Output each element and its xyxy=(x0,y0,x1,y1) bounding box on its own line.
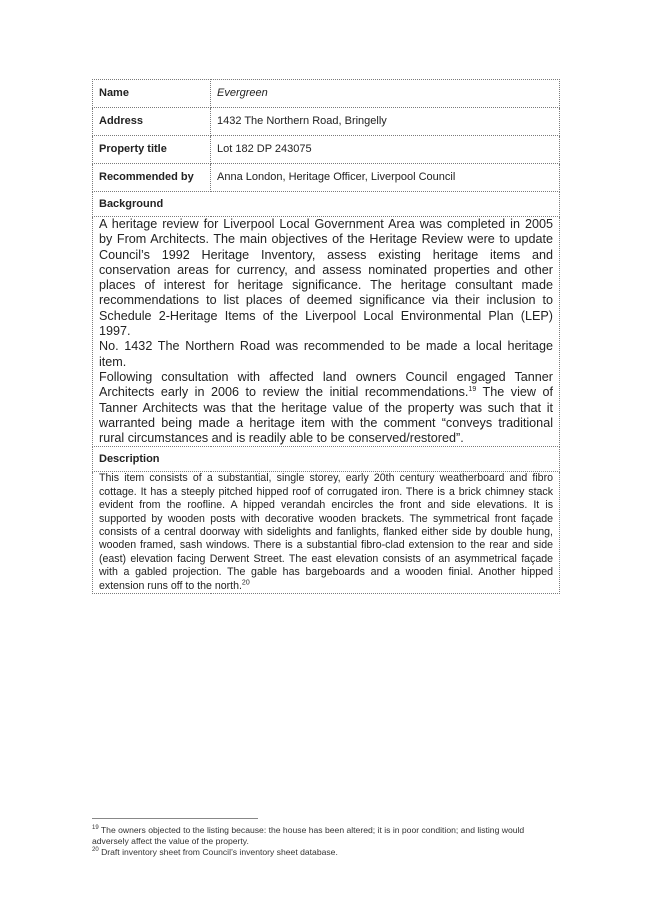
footnote-divider xyxy=(92,818,258,819)
background-heading: Background xyxy=(93,192,560,217)
footnote-20 xyxy=(92,847,552,858)
description-heading: Description xyxy=(93,447,560,472)
table-row-recommended-by xyxy=(93,164,560,192)
recommended-by-label: Recommended by xyxy=(93,164,211,192)
property-title-value: Lot 182 DP 243075 xyxy=(211,136,560,164)
footnote-20-text: Draft inventory sheet from Council’s inventory sheet database. xyxy=(98,846,338,857)
description-text: This item consists of a substantial, single storey, early 20th century weatherboard and fibro cottage. It has a steeply pitched hipped roof of corrugated iron. There is a brick chimney stack evident from the roofline. A hipped verandah encircles the front and side elevations. It is supported by wooden posts with decorative wooden brackets. The symmetrical front façade consists of a central doorway with sidelights and fanlights, flanked either side by double hung, wooden framed, sash windows. There is a substantial fibro-clad extension to the rear and side (east) elevation facing Derwent Street. The east elevation consists of an asymmetrical façade with a gabled projection. The gable has bargeboards and a wooden finial. Another hipped extension runs off to the north. xyxy=(99,472,553,592)
address-label: Address xyxy=(93,108,211,136)
background-heading-row xyxy=(93,192,560,217)
name-label: Name xyxy=(93,80,211,108)
background-paragraph-3-text-cont: The view of Tanner Architects was that the heritage value of the property was such that it warranted being made a heritage item with the comment “conveys traditional rural circumstances and is readily able to be conserved/restored”. xyxy=(99,385,554,446)
background-body xyxy=(93,217,560,447)
description-body-row xyxy=(93,472,560,594)
footnotes xyxy=(92,825,552,857)
footnote-19 xyxy=(92,825,552,847)
recommended-by-value: Anna London, Heritage Officer, Liverpool Council xyxy=(211,164,560,192)
background-paragraph-3-text: Following consultation with affected land owners Council engaged Tanner Architects early in 2006 to review the initial recommendations. xyxy=(99,369,553,400)
name-value: Evergreen xyxy=(211,80,560,108)
description-paragraph xyxy=(99,472,553,593)
table-row-address xyxy=(93,108,560,136)
table-row-property-title xyxy=(93,136,560,164)
footnote-20-number: 20 xyxy=(92,846,99,853)
description-heading-row xyxy=(93,447,560,472)
description-body xyxy=(93,472,560,594)
background-body-row xyxy=(93,217,560,447)
property-title-label: Property title xyxy=(93,136,211,164)
footnote-19-text: The owners objected to the listing because: the house has been altered; it is in poor condition; and listing would adversely affect the value of the property. xyxy=(92,825,525,846)
footnote-ref-20[interactable]: 20 xyxy=(241,579,250,587)
footnote-19-number: 19 xyxy=(92,825,99,832)
heritage-info-table xyxy=(92,79,560,594)
background-paragraph-2: No. 1432 The Northern Road was recommended to be made a local heritage item. xyxy=(99,339,553,369)
background-paragraph-1: A heritage review for Liverpool Local Government Area was completed in 2005 by From Architects. The main objectives of the Heritage Review were to update Council’s 1992 Heritage Inventory, assess existing heritage items and conservation areas for currency, and assess nominated properties and other places of interest for heritage significance. The heritage consultant made recommendations to list places of deemed significance via their inclusion to Schedule 2-Heritage Items of the Liverpool Local Environmental Plan (LEP) 1997. xyxy=(99,217,553,339)
background-paragraph-3 xyxy=(99,370,553,446)
address-value: 1432 The Northern Road, Bringelly xyxy=(211,108,560,136)
table-row-name xyxy=(93,80,560,108)
footnote-ref-19[interactable]: 19 xyxy=(468,386,477,394)
